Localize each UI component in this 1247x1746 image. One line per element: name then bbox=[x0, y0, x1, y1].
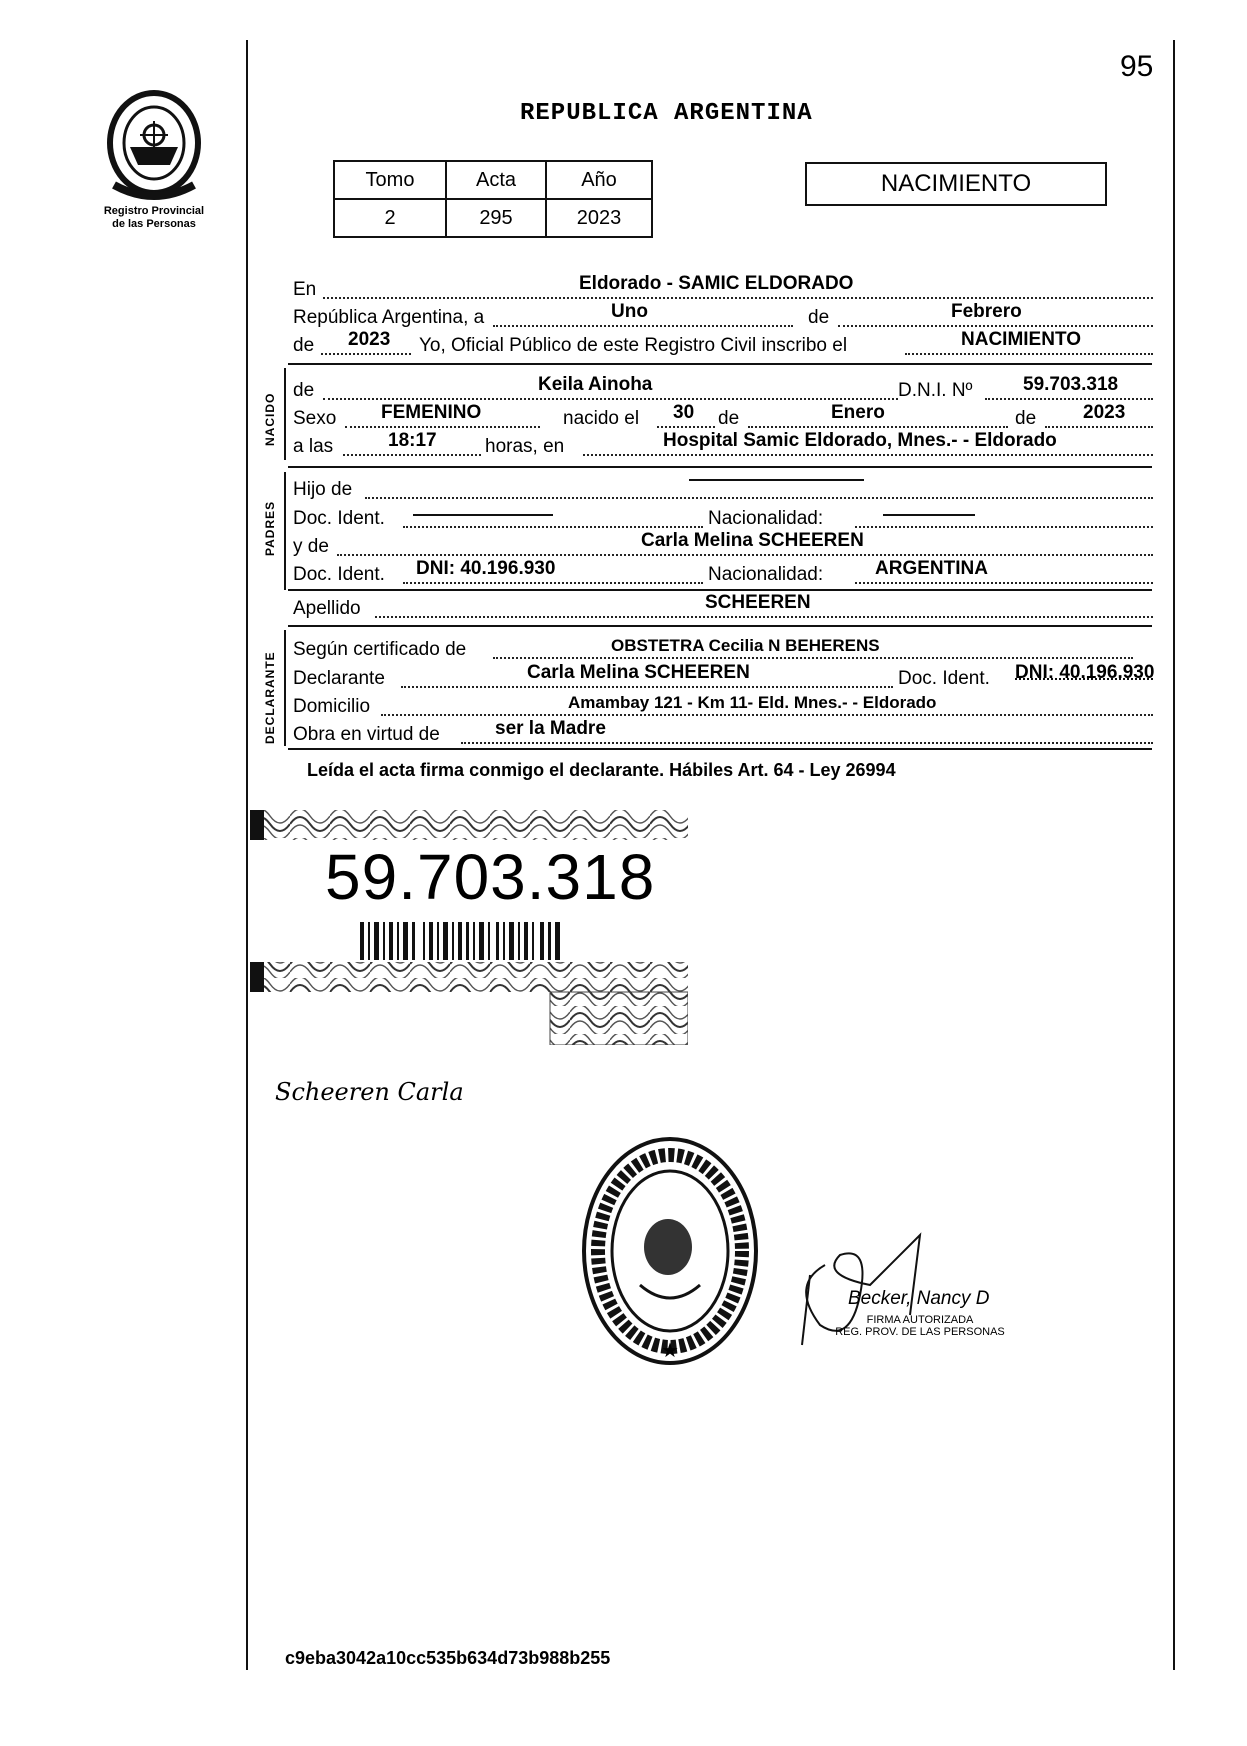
register-header-tomo: Tomo bbox=[334, 161, 446, 199]
register-header-anio: Año bbox=[546, 161, 652, 199]
horas-label: horas, en bbox=[485, 436, 565, 457]
decl-value: Carla Melina SCHEEREN bbox=[527, 662, 750, 683]
row-declarante bbox=[293, 664, 1153, 690]
de2-label: de bbox=[293, 335, 315, 356]
row-anio bbox=[293, 331, 1153, 357]
doc-label: Doc. Ident. bbox=[898, 668, 990, 689]
en-value: Eldorado - SAMIC ELDORADO bbox=[579, 273, 854, 294]
act-type-box: NACIMIENTO bbox=[805, 162, 1107, 206]
apellido-value: SCHEEREN bbox=[705, 592, 811, 613]
en-label: En bbox=[293, 279, 317, 300]
row-sexo bbox=[293, 404, 1153, 430]
nacido-el-label: nacido el bbox=[563, 408, 640, 429]
declarant-signature: Scheeren Carla bbox=[275, 1078, 464, 1106]
row-horas bbox=[293, 432, 1153, 458]
official-caption-line1: FIRMA AUTORIZADA bbox=[866, 1314, 974, 1326]
padres-side-label: PADRES bbox=[263, 500, 277, 556]
nacionalidad-label: Nacionalidad: bbox=[708, 508, 824, 529]
apellido-label: Apellido bbox=[293, 598, 361, 619]
row-republica bbox=[293, 303, 1153, 329]
dni-stamp-number: 59.703.318 bbox=[325, 841, 656, 913]
register-value-acta: 295 bbox=[446, 199, 546, 237]
separator bbox=[288, 748, 1152, 750]
mother-name: Carla Melina SCHEEREN bbox=[641, 530, 864, 551]
official-caption-line2: REG. PROV. DE LAS PERSONAS bbox=[835, 1326, 1005, 1338]
decl-label: Declarante bbox=[293, 668, 385, 689]
register-header-acta: Acta bbox=[446, 161, 546, 199]
inscribo-label: Yo, Oficial Público de este Registro Civil inscribo el bbox=[419, 335, 848, 356]
logo-caption-line2: de las Personas bbox=[112, 218, 196, 230]
separator bbox=[288, 625, 1152, 627]
cert-label: Según certificado de bbox=[293, 639, 467, 660]
hijo-label: Hijo de bbox=[293, 479, 353, 500]
blank-line bbox=[689, 479, 864, 481]
birth-day: 30 bbox=[673, 402, 695, 423]
row-hijo bbox=[293, 475, 1153, 501]
blank-line bbox=[883, 514, 975, 516]
separator bbox=[288, 466, 1152, 468]
year-value: 2023 bbox=[348, 329, 391, 350]
dom-label: Domicilio bbox=[293, 696, 371, 717]
nacido-bar bbox=[284, 368, 286, 460]
row-obra bbox=[293, 720, 1153, 746]
blank-line bbox=[413, 514, 553, 516]
birth-place: Hospital Samic Eldorado, Mnes.- - Eldorado bbox=[663, 430, 1057, 451]
inscribo-value: NACIMIENTO bbox=[961, 329, 1081, 350]
row-nacido-name bbox=[293, 376, 1153, 402]
row-apellido bbox=[293, 594, 1153, 620]
child-name: Keila Ainoha bbox=[538, 374, 653, 395]
row-domicilio bbox=[293, 692, 1153, 718]
sexo-label: Sexo bbox=[293, 408, 337, 429]
register-value-anio: 2023 bbox=[546, 199, 652, 237]
sexo-value: FEMENINO bbox=[381, 402, 482, 423]
row-certificado bbox=[293, 635, 1153, 661]
cert-value: OBSTETRA Cecilia N BEHERENS bbox=[611, 636, 880, 655]
nacido-de3-label: de bbox=[1015, 408, 1037, 429]
padres-bar bbox=[284, 472, 286, 590]
right-margin-line bbox=[1173, 40, 1175, 1670]
dni-label: D.N.I. Nº bbox=[898, 380, 973, 401]
register-table bbox=[333, 160, 653, 238]
registry-seal-icon bbox=[580, 1135, 760, 1367]
nacionalidad2-label: Nacionalidad: bbox=[708, 564, 824, 585]
left-margin-line bbox=[246, 40, 248, 1670]
docident2-label: Doc. Ident. bbox=[293, 564, 385, 585]
page-number: 95 bbox=[1120, 50, 1154, 83]
legal-text: Leída el acta firma conmigo el declarante. Hábiles Art. 64 - Ley 26994 bbox=[307, 760, 896, 780]
birth-time: 18:17 bbox=[388, 430, 437, 451]
separator bbox=[288, 363, 1152, 365]
row-docident-mother bbox=[293, 560, 1153, 586]
register-value-tomo: 2 bbox=[334, 199, 446, 237]
child-dni: 59.703.318 bbox=[1023, 374, 1119, 395]
docident-label: Doc. Ident. bbox=[293, 508, 385, 529]
official-caption bbox=[825, 1314, 1015, 1338]
month-value: Febrero bbox=[951, 301, 1022, 322]
birth-year: 2023 bbox=[1083, 402, 1126, 423]
alas-label: a las bbox=[293, 436, 334, 457]
yde-label: y de bbox=[293, 536, 329, 557]
birth-month: Enero bbox=[831, 402, 885, 423]
declarante-bar bbox=[284, 630, 286, 746]
obra-value: ser la Madre bbox=[495, 718, 606, 739]
row-yde bbox=[293, 532, 1153, 558]
nacido-de2-label: de bbox=[718, 408, 740, 429]
misiones-logo-icon bbox=[100, 85, 208, 205]
de-label: de bbox=[808, 307, 830, 328]
dom-value: Amambay 121 - Km 11- Eld. Mnes.- - Eldorado bbox=[568, 693, 937, 712]
official-name: Becker, Nancy D bbox=[848, 1288, 990, 1309]
republica-label: República Argentina, a bbox=[293, 307, 485, 328]
nacido-de-label: de bbox=[293, 380, 315, 401]
obra-label: Obra en virtud de bbox=[293, 724, 440, 745]
document-hash: c9eba3042a10cc535b634d73b988b255 bbox=[285, 1648, 611, 1668]
declarante-side-label: DECLARANTE bbox=[263, 651, 277, 744]
row-en bbox=[293, 275, 1153, 301]
row-docident-father bbox=[293, 504, 1153, 530]
day-value: Uno bbox=[611, 301, 648, 322]
nacido-side-label: NACIDO bbox=[263, 392, 277, 446]
logo-caption-line1: Registro Provincial bbox=[103, 205, 205, 217]
mother-doc: DNI: 40.196.930 bbox=[416, 558, 556, 579]
mother-nationality: ARGENTINA bbox=[875, 558, 988, 579]
doc-value: DNI: 40.196.930 bbox=[1015, 662, 1155, 683]
svg-text:★: ★ bbox=[661, 1338, 679, 1362]
logo-caption bbox=[86, 205, 222, 231]
page-title: REPUBLICA ARGENTINA bbox=[520, 100, 813, 127]
